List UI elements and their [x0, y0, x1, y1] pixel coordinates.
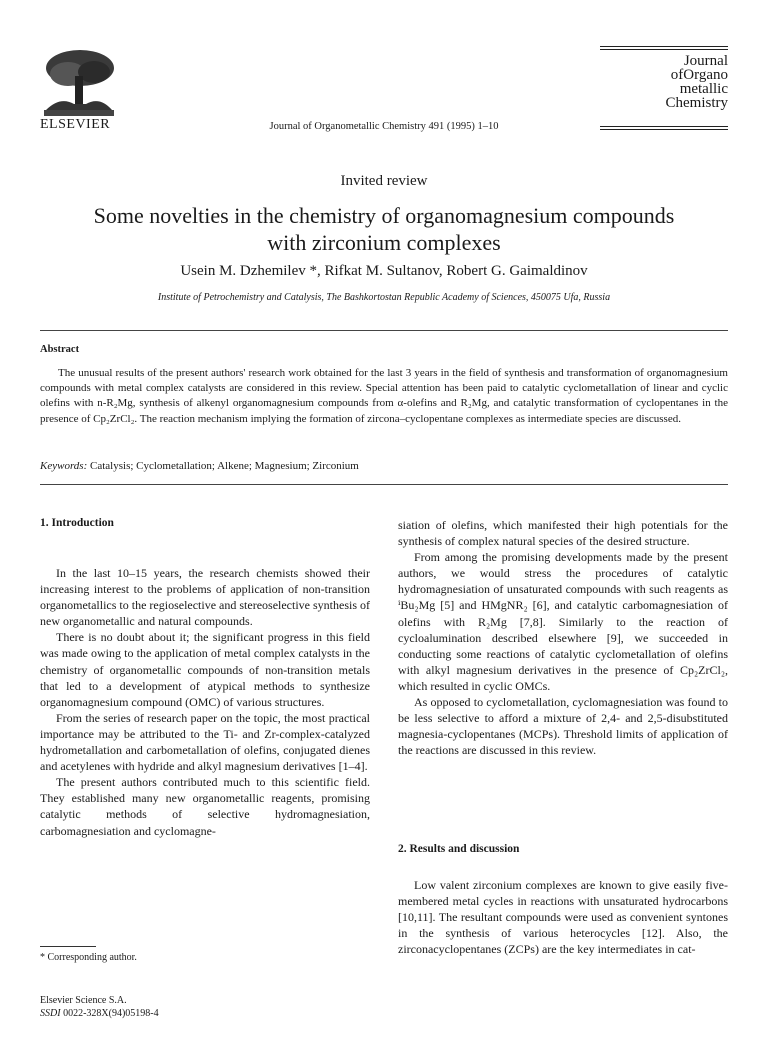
journal-logo-top-rule [600, 46, 728, 50]
journal-title-line: ofOrgano [670, 67, 728, 83]
title-line-2: with zirconium complexes [267, 230, 501, 255]
journal-citation: Journal of Organometallic Chemistry 491 (1995) 1–10 [269, 121, 499, 132]
results-body [398, 877, 728, 957]
paragraph: From among the promising developments made by the present authors, we would stress the procedures of catalytic hydromagnesiation of unsaturated compounds with such reagents as ⁱBu₂Mg [5] and HMgNR₂ [6], and catalytic carbomagnesiation of olefins with R₂Mg [7,8]. Similarly to the reaction of cycloalumination described elsewhere [9], we succeeded in conducting some reactions of catalytic cyclometallation of olefins with alkyl magnesium derivatives in the presence of Cp₂ZrCl₂, which resulted in cyclic OMCs. [398, 550, 728, 693]
title-line-1: Some novelties in the chemistry of organomagnesium compounds [93, 203, 675, 228]
journal-title-line: metallic [679, 81, 728, 97]
section-heading-introduction: 1. Introduction [40, 517, 114, 529]
abstract-heading: Abstract [40, 344, 80, 355]
author-list: Usein M. Dzhemilev *, Rifkat M. Sultanov, Robert G. Gaimaldinov [180, 263, 588, 279]
abstract-text: The unusual results of the present authors' research work obtained for the last 3 years in the field of synthesis and transformation of organomagnesium compounds with metal complex catalysts are considered in this review. Special attention has been paid to catalytic cyclometallation of linear and cyclic olefins with n-R₂Mg, synthesis of alkenyl organomagnesium compounds from α-olefins and R₂Mg, and catalytic transformation of cyclopentanes in the presence of Cp₂ZrCl₂. The reaction mechanism implying the formation of zircona–cyclopentane complexes as intermediate species are discussed. [40, 367, 728, 425]
ssdi-label: SSDI [40, 1008, 61, 1019]
ssdi-code: 0022-328X(94)05198-4 [63, 1008, 159, 1019]
journal-logo-bottom-rule [600, 126, 728, 130]
article-title [40, 202, 728, 256]
publisher-info [40, 994, 159, 1020]
paragraph: From the series of research paper on the topic, the most practical importance may be attributed to the Ti- and Zr-complex-catalyzed hydrometallation and carbometallation of olefins, conjugated dienes and acetylenes with hydride and alkyl magnesium derivatives [1–4]. [40, 710, 370, 774]
section-heading-results: 2. Results and discussion [398, 843, 520, 855]
publisher-line: Elsevier Science S.A. [40, 995, 127, 1006]
paragraph: The present authors contributed much to this scientific field. They established many new organometallic reagents, promising catalytic methods of selective hydromagnesiation, carbomagnesiation and cyclomagne- [40, 775, 370, 838]
paragraph: Low valent zirconium complexes are known to give easily five-membered metal cycles in reactions with unsaturated hydrocarbons [10,11]. The resultant compounds were used as convenient syntones in the synthesis of various heterocycles [12]. Also, the zirconacyclopentanes (ZCPs) are the key intermediates in cat- [398, 878, 728, 957]
keywords-list: Catalysis; Cyclometallation; Alkene; Magnesium; Zirconium [90, 460, 359, 472]
footnote-rule [40, 946, 96, 947]
abstract-top-rule [40, 330, 728, 331]
keywords [40, 460, 728, 472]
introduction-body [40, 565, 370, 839]
ssdi-line [40, 1007, 159, 1020]
abstract-bottom-rule [40, 484, 728, 485]
corresponding-author-footnote: * Corresponding author. [40, 952, 137, 963]
journal-title-logo [600, 54, 728, 110]
publisher-name: ELSEVIER [40, 117, 111, 132]
paragraph: In the last 10–15 years, the research chemists showed their increasing interest to the problems of application of non-transition organometallics to the regioselective and stereoselective synthesis of new organometallic and natural compounds. [40, 566, 371, 629]
keywords-label: Keywords: [40, 460, 88, 472]
journal-title-line: Chemistry [665, 95, 728, 111]
paragraph: siation of olefins, which manifested their high potentials for the synthesis of complex natural species of the desired structure. [398, 518, 728, 549]
introduction-continued [398, 517, 728, 758]
affiliation: Institute of Petrochemistry and Catalysis, The Bashkortostan Republic Academy of Sciences, 450075 Ufa, Russia [157, 292, 611, 303]
elsevier-tree-logo [40, 48, 118, 118]
article-type: Invited review [340, 173, 428, 189]
journal-title-line: Journal [683, 53, 728, 69]
paragraph: There is no doubt about it; the significant progress in this field was made owing to the application of metal complex catalysts in the chemistry of organometallic compounds of non-transition metals that led to a development of atypical methods to synthesize organomagnesium compound (OMC) of various structures. [40, 630, 370, 709]
paragraph: As opposed to cyclometallation, cyclomagnesiation was found to be less selective to afford a mixture of 2,4- and 2,5-disubstituted magnesia-cyclopentanes (MCPs). Threshold limits of application of the reactions are discussed in this review. [398, 695, 728, 758]
